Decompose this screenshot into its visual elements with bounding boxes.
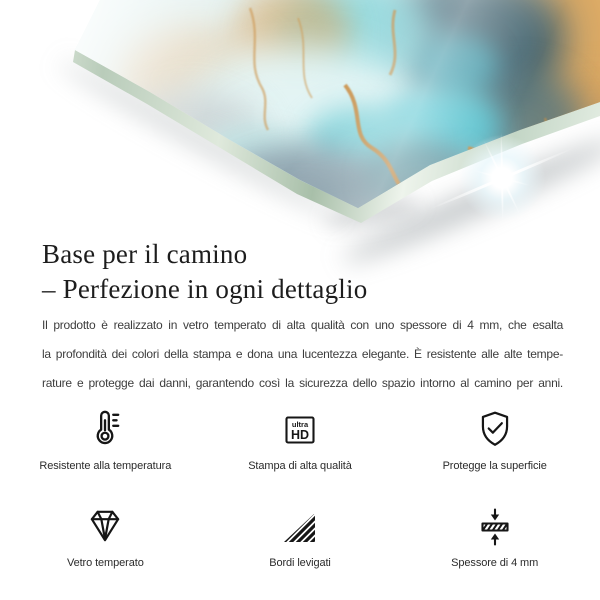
thermometer-icon [83, 406, 127, 450]
feature-item-print-quality [203, 404, 398, 472]
description-line: Il prodotto è realizzato in vetro temperato di alta qualità con uno spessore di 4 mm, che esalta [42, 318, 563, 332]
ultra-hd-icon [280, 410, 320, 450]
feature-item-polished-edges [203, 501, 398, 569]
feature-icon-box [280, 404, 320, 450]
description-line: rature e protegge dai danni, garantendo così la sicurezza dello spazio intorno al camino per anni. [42, 376, 563, 390]
feature-label: Vetro temperato [66, 557, 144, 569]
page-title [42, 237, 367, 307]
feature-icon-box [83, 404, 127, 450]
feature-item-temperature [8, 404, 203, 472]
feature-item-tempered-glass [8, 501, 203, 569]
description-line: la profondità dei colori della stampa e dona una lucentezza elegante. È resistente alle alte tempe- [42, 347, 563, 361]
diamond-icon [84, 505, 126, 547]
shield-check-icon [474, 408, 516, 450]
page-title-line2: – Perfezione in ogni dettaglio [42, 274, 368, 304]
feature-icon-box [474, 404, 516, 450]
feature-item-surface-protection [397, 404, 592, 472]
product-hero-image [0, 0, 600, 235]
feature-label: Protegge la superficie [442, 460, 547, 472]
feature-grid [0, 404, 600, 569]
polished-edges-icon [280, 507, 320, 547]
product-description [42, 311, 563, 398]
feature-icon-box [280, 501, 320, 547]
feature-label: Spessore di 4 mm [451, 557, 539, 569]
sparkle-core [497, 173, 507, 183]
ultra-hd-text-bottom: HD [290, 428, 310, 442]
feature-label: Stampa di alta qualità [248, 460, 352, 472]
feature-icon-box [475, 501, 515, 547]
feature-label: Resistente alla temperatura [39, 460, 172, 472]
feature-label: Bordi levigati [269, 557, 331, 569]
feature-item-thickness [397, 501, 592, 569]
page-title-line1: Base per il camino [42, 239, 248, 269]
feature-icon-box [84, 501, 126, 547]
ultra-hd-text-top: ultra [291, 420, 309, 429]
thickness-4mm-icon [475, 507, 515, 547]
